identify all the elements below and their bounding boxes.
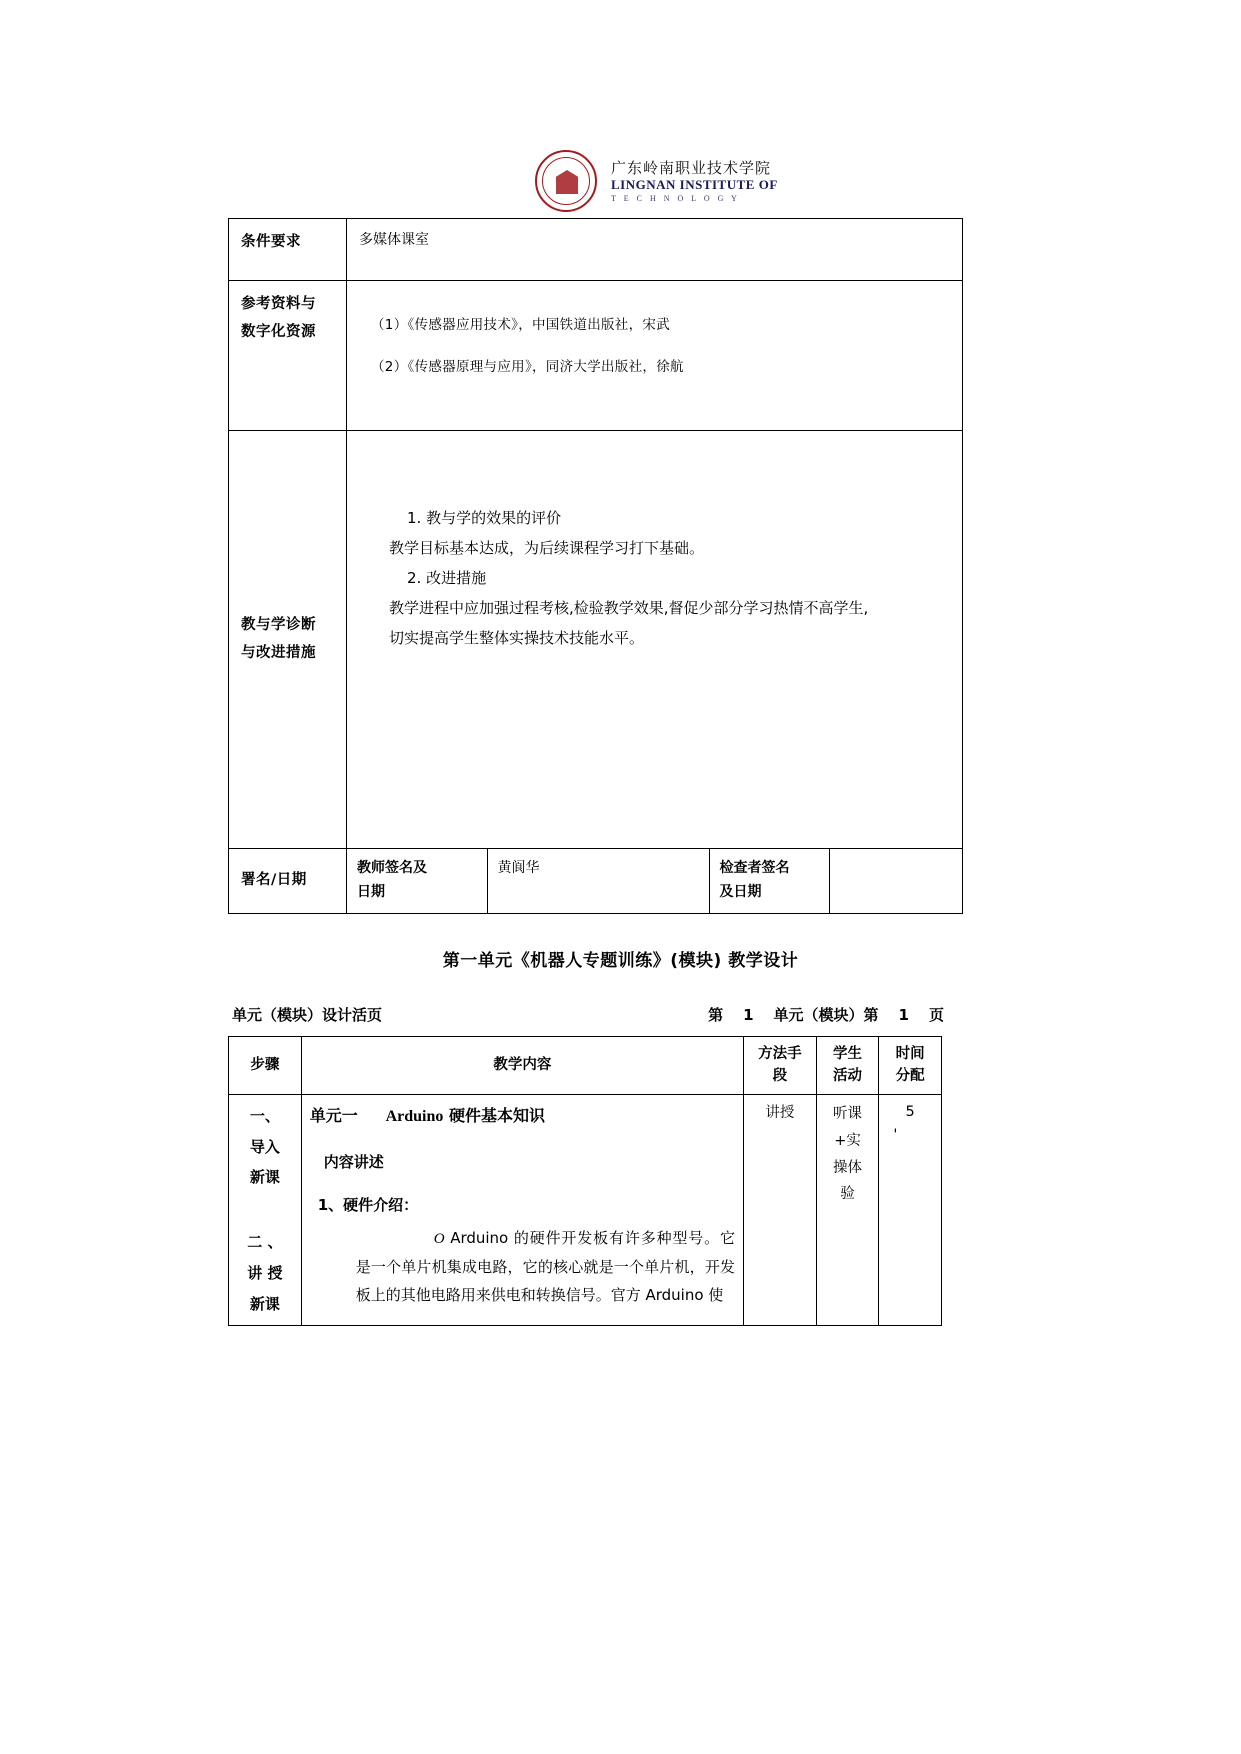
section-title: 第一单元《机器人专题训练》(模块) 教学设计 [442, 951, 799, 971]
content-subtitle: 内容讲述 [323, 1153, 384, 1172]
table-row [229, 1094, 942, 1326]
content-title-cn: 单元一 [309, 1105, 358, 1125]
header-content: 教学内容 [301, 1037, 743, 1095]
unit-number: 1 [743, 1006, 754, 1024]
header-method-line2: 段 [772, 1068, 788, 1085]
activity-line: +实 [834, 1132, 861, 1149]
diagnosis-line: 1. 教与学的效果的评价 [407, 509, 562, 527]
reference-item: （2）《传感器原理与应用》，同济大学出版社，徐航 [371, 359, 684, 375]
school-name-en-sub: T E C H N O L O G Y [611, 193, 740, 203]
teacher-signature-label [347, 849, 487, 913]
content-title [310, 1101, 735, 1132]
checker-signature-value [829, 849, 962, 913]
activity-line: 听课 [833, 1105, 863, 1122]
step-line: 新课 [249, 1168, 280, 1187]
condition-label: 条件要求 [229, 219, 347, 281]
reference-label-line1: 参考资料与 [241, 296, 316, 312]
diagnosis-label [229, 431, 347, 849]
table-row-reference [229, 281, 963, 431]
teacher-signature-label-line2: 日期 [357, 883, 385, 900]
diagnosis-body [359, 441, 950, 653]
diagnosis-value [347, 431, 963, 849]
content-subsection: 1、硬件介绍： [317, 1195, 419, 1214]
school-seal-icon [535, 150, 597, 212]
unit-subheader-left: 单元（模块）设计活页 [232, 1006, 383, 1024]
header-method-line1: 方法手 [758, 1046, 802, 1062]
table-row-condition [229, 219, 963, 281]
reference-value [347, 281, 963, 431]
unit-prefix: 第 [708, 1006, 724, 1024]
school-name-en: LINGNAN INSTITUTE OF [611, 177, 778, 193]
school-name-cn: 广东岭南职业技术学院 [611, 158, 772, 177]
reference-label-line2: 数字化资源 [241, 323, 316, 340]
diagnosis-line: 切实提高学生整体实操技术技能水平。 [389, 629, 645, 647]
header-time [879, 1037, 942, 1095]
checker-signature-label-line1: 检查者签名 [719, 860, 790, 876]
step-spacer [237, 1193, 293, 1227]
teacher-signature-value: 黄阆华 [487, 849, 709, 913]
time-value: 5 [905, 1103, 915, 1120]
school-name-block [611, 159, 778, 204]
step-cell [229, 1094, 302, 1326]
table-row-diagnosis [229, 431, 963, 849]
content-cell [301, 1094, 743, 1326]
page-number: 1 [898, 1006, 909, 1024]
step-line: 导入 [249, 1137, 280, 1156]
header-activity-line1: 学生 [833, 1046, 863, 1062]
checker-signature-label [709, 849, 829, 913]
content-paragraph: Arduino 的硬件开发板有许多种型号。它是一个单片机集成电路，它的核心就是一个单片机，开发板上的其他电路用来供电和转换信号。官方 Arduino 使 [355, 1229, 736, 1304]
header-method [744, 1037, 817, 1095]
step-line: 一、 [249, 1106, 280, 1125]
diagnosis-line: 教学进程中应加强过程考核,检验教学效果,督促少部分学习热情不高学生, [389, 599, 869, 617]
diagnosis-line: 教学目标基本达成，为后续课程学习打下基础。 [389, 539, 705, 557]
condition-value: 多媒体课室 [347, 219, 963, 281]
method-cell: 讲授 [744, 1094, 817, 1326]
time-cell [879, 1094, 942, 1326]
content-bullet-marker: O [433, 1231, 445, 1248]
teacher-signature-label-line1: 教师签名及 [357, 860, 427, 876]
diagnosis-label-line1: 教与学诊断 [241, 616, 316, 633]
unit-subheader-right [708, 1004, 944, 1025]
checker-signature-label-line2: 及日期 [719, 883, 762, 900]
table-header-row [229, 1037, 942, 1095]
activity-line: 验 [840, 1186, 855, 1203]
unit-middle: 单元（模块）第 [773, 1006, 879, 1024]
diagnosis-label-line2: 与改进措施 [241, 644, 316, 661]
header-activity-line2: 活动 [833, 1068, 863, 1085]
content-title-en: Arduino [385, 1107, 444, 1125]
header-time-line2: 分配 [895, 1068, 925, 1085]
course-info-table [228, 218, 963, 914]
letterhead [535, 150, 778, 212]
diagnosis-line: 2. 改进措施 [407, 569, 487, 587]
reference-label [229, 281, 347, 431]
signature-label: 署名/日期 [229, 849, 347, 914]
lesson-plan-table [228, 1036, 942, 1326]
time-unit: ' [893, 1127, 898, 1144]
step-line: 二 、 [247, 1233, 283, 1252]
reference-item: （1）《传感器应用技术》，中国铁道出版社，宋武 [371, 317, 670, 333]
activity-cell [816, 1094, 879, 1326]
table-row-signature [229, 849, 963, 914]
step-line: 讲 授 [247, 1263, 283, 1282]
signature-cells [347, 849, 963, 914]
header-step: 步骤 [229, 1037, 302, 1095]
header-time-line1: 时间 [895, 1046, 925, 1062]
activity-line: 操体 [833, 1159, 863, 1176]
unit-suffix: 页 [928, 1006, 944, 1024]
content-title-cn2: 硬件基本知识 [448, 1105, 545, 1125]
content-paragraph-wrapper [310, 1225, 735, 1309]
header-activity [816, 1037, 879, 1095]
step-line: 新课 [249, 1294, 280, 1313]
unit-subheader [232, 1004, 944, 1025]
